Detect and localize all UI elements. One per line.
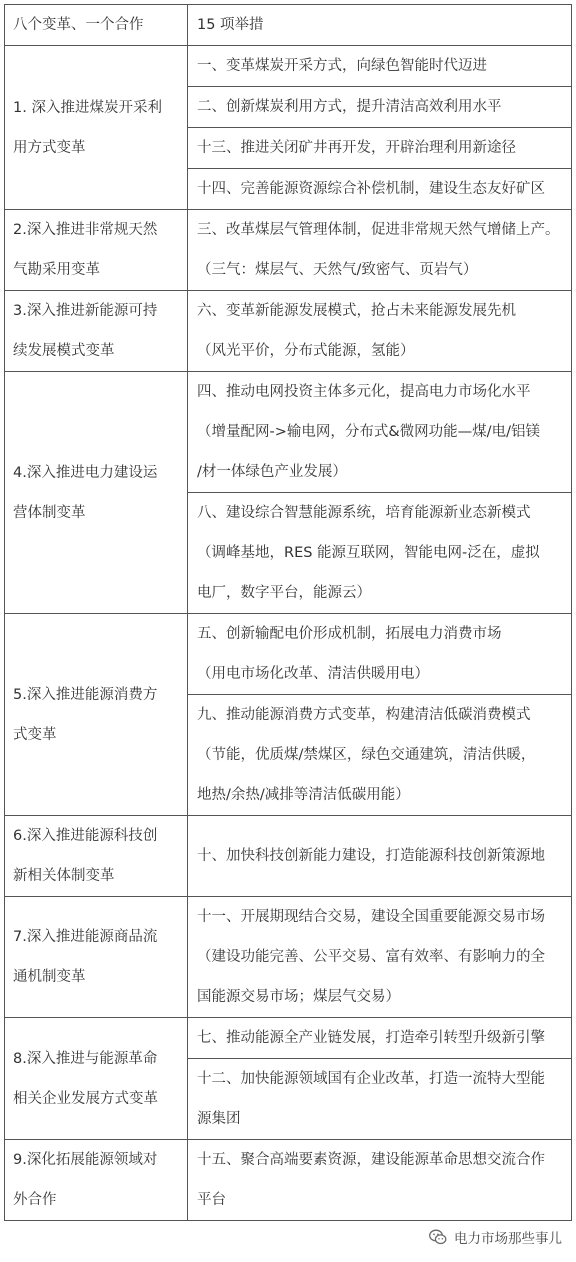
reform-category-cell <box>5 372 188 614</box>
measure-line: 十四、完善能源资源综合补偿机制，建设生态友好矿区 <box>197 181 545 197</box>
measure-cell <box>188 1018 572 1059</box>
reform-category-cell <box>5 614 188 816</box>
table-row <box>5 897 572 1018</box>
reform-category-line: 外合作 <box>13 1192 57 1208</box>
table-row <box>5 1018 572 1059</box>
measure-cell <box>188 87 572 128</box>
measure-cell <box>188 128 572 169</box>
table-row <box>5 46 572 87</box>
measure-line: 平台 <box>197 1192 226 1208</box>
reform-category-line: 续发展模式变革 <box>13 343 115 359</box>
measure-line: 电厂，数字平台，能源云） <box>197 585 371 601</box>
measure-cell <box>188 372 572 493</box>
reform-category-cell <box>5 1018 188 1140</box>
measure-line: 一、变革煤炭开采方式，向绿色智能时代迈进 <box>197 58 487 74</box>
reform-category-line: 新相关体制变革 <box>13 868 115 884</box>
reform-category-line: 气勘采用变革 <box>13 262 100 278</box>
header-right-text: 15 项举措 <box>197 17 264 33</box>
reform-category-line: 1. 深入推进煤炭开采利 <box>13 99 162 116</box>
measure-line: （增量配网->输电网，分布式&微网功能—煤/电/铝镁 <box>197 424 540 440</box>
header-right-cell <box>188 5 572 46</box>
measure-line: 三、改革煤层气管理体制，促进非常规天然气增储上产。 <box>197 222 560 238</box>
measure-line: （三气：煤层气、天然气/致密气、页岩气） <box>197 262 478 278</box>
table-row <box>5 210 572 291</box>
measure-line: （用电市场化改革、清洁供暖用电） <box>197 666 429 682</box>
reform-category-line: 9.深化拓展能源领域对 <box>13 1152 158 1168</box>
reform-category-line: 6.深入推进能源科技创 <box>13 828 158 844</box>
table-row <box>5 816 572 897</box>
reform-category-line: 3.深入推进新能源可持 <box>13 303 158 319</box>
measure-line: /材一体绿色产业发展） <box>197 464 347 480</box>
reform-category-line: 8.深入推进与能源革命 <box>13 1050 158 1067</box>
measure-line: 地热/余热/减排等清洁低碳用能） <box>197 787 410 803</box>
reform-category-line: 通机制变革 <box>13 969 86 985</box>
measure-line: 国能源交易市场；煤层气交易） <box>197 989 400 1005</box>
watermark-text: 电力市场那些事儿 <box>454 1231 562 1247</box>
measure-cell <box>188 493 572 614</box>
reform-category-cell <box>5 816 188 897</box>
measure-line: 二、创新煤炭利用方式，提升清洁高效利用水平 <box>197 99 502 115</box>
measure-cell <box>188 816 572 897</box>
table-row <box>5 1140 572 1221</box>
measure-line: 十三、推进关闭矿井再开发，开辟治理利用新途径 <box>197 140 516 156</box>
measure-line: 十一、开展期现结合交易，建设全国重要能源交易市场 <box>197 909 545 925</box>
table-body <box>5 5 572 1221</box>
measure-line: （风光平价，分布式能源，氢能） <box>197 343 415 359</box>
measure-cell <box>188 614 572 695</box>
measure-line: 源集团 <box>197 1111 241 1127</box>
measure-line: （调峰基地，RES 能源互联网，智能电网-泛在，虚拟 <box>197 545 540 561</box>
measure-line: 十二、加快能源领域国有企业改革，打造一流特大型能 <box>197 1071 545 1087</box>
reform-category-line: 5.深入推进能源消费方 <box>13 686 158 703</box>
measure-cell <box>188 291 572 372</box>
reform-category-line: 式变革 <box>13 726 57 743</box>
reform-category-cell <box>5 1140 188 1221</box>
reform-category-line: 营体制变革 <box>13 504 86 521</box>
measure-line: 五、创新输配电价形成机制，拓展电力消费市场 <box>197 626 502 642</box>
reform-category-line: 2.深入推进非常规天然 <box>13 222 158 238</box>
header-left-text: 八个变革、一个合作 <box>13 17 144 33</box>
measure-line: 八、建设综合智慧能源系统，培育能源新业态新模式 <box>197 505 531 521</box>
reform-category-cell <box>5 291 188 372</box>
table-row <box>5 291 572 372</box>
reform-category-cell <box>5 46 188 210</box>
reform-category-line: 7.深入推进能源商品流 <box>13 929 158 945</box>
measure-cell <box>188 1140 572 1221</box>
measure-line: 十五、聚合高端要素资源，建设能源革命思想交流合作 <box>197 1152 545 1168</box>
measure-cell <box>188 695 572 816</box>
wechat-icon <box>428 1227 448 1247</box>
table-header-row <box>5 5 572 46</box>
measure-cell <box>188 210 572 291</box>
reform-category-line: 用方式变革 <box>13 139 86 156</box>
measure-cell <box>188 897 572 1018</box>
measure-cell <box>188 46 572 87</box>
measure-line: （节能，优质煤/禁煤区，绿色交通建筑，清洁供暖， <box>197 747 536 763</box>
header-left-cell <box>5 5 188 46</box>
measure-line: 四、推动电网投资主体多元化，提高电力市场化水平 <box>197 384 531 400</box>
reform-category-line: 4.深入推进电力建设运 <box>13 464 158 481</box>
measure-line: 十、加快科技创新能力建设，打造能源科技创新策源地 <box>197 848 545 864</box>
watermark <box>428 1224 562 1250</box>
reform-category-cell <box>5 897 188 1018</box>
measure-line: 六、变革新能源发展模式，抢占未来能源发展先机 <box>197 303 516 319</box>
measure-line: 九、推动能源消费方式变革，构建清洁低碳消费模式 <box>197 707 531 723</box>
measure-cell <box>188 1059 572 1140</box>
reform-category-line: 相关企业发展方式变革 <box>13 1090 158 1107</box>
table-row <box>5 372 572 493</box>
measure-line: （建设功能完善、公平交易、富有效率、有影响力的全 <box>197 949 545 965</box>
measure-line: 七、推动能源全产业链发展，打造牵引转型升级新引擎 <box>197 1030 545 1046</box>
reform-measures-table <box>4 4 572 1221</box>
reform-category-cell <box>5 210 188 291</box>
measure-cell <box>188 169 572 210</box>
table-row <box>5 614 572 695</box>
